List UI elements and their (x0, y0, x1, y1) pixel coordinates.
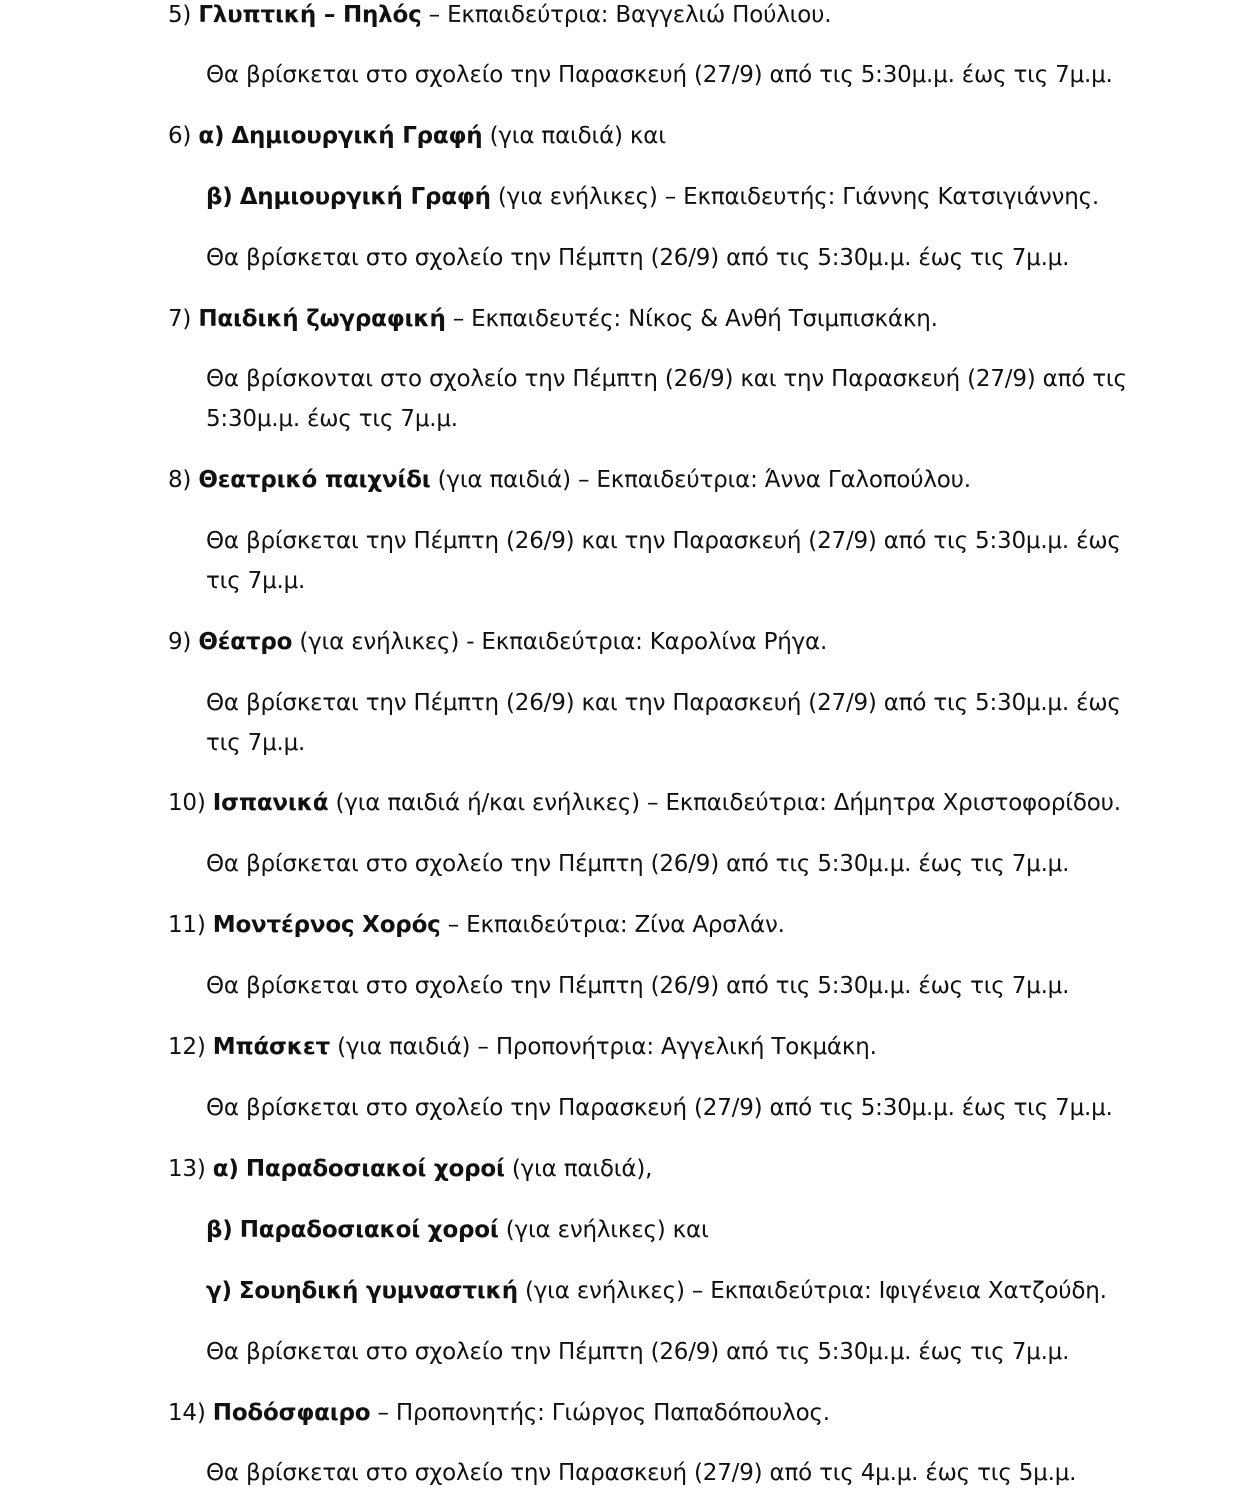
activity-title: Γλυπτική – Πηλός (198, 2, 422, 28)
item-8-schedule-line-2: τις 7μ.μ. (206, 568, 306, 594)
activity-title: Θέατρο (198, 629, 293, 655)
item-6-heading-a (168, 121, 666, 151)
activity-title: Δημιουργική Γραφή (239, 184, 491, 210)
activity-details: – Εκπαιδευτές: Νίκος & Ανθή Τσιμπισκάκη. (445, 306, 938, 332)
item-5-schedule: Θα βρίσκεται στο σχολείο την Παρασκευή (27/9) από τις 5:30μ.μ. έως τις 7μ.μ. (206, 62, 1113, 88)
activity-details: (για ενήλικες) – Εκπαιδευτής: Γιάννης Κατσιγιάννης. (490, 184, 1099, 210)
activity-title: Δημιουργική Γραφή (231, 123, 483, 149)
activity-title: Ποδόσφαιρο (212, 1400, 371, 1426)
item-14-heading (168, 1398, 830, 1428)
item-12-schedule: Θα βρίσκεται στο σχολείο την Παρασκευή (27/9) από τις 5:30μ.μ. έως τις 7μ.μ. (206, 1095, 1113, 1121)
activity-details: – Προπονητής: Γιώργος Παπαδόπουλος. (370, 1400, 830, 1426)
activity-details: – Εκπαιδεύτρια: Βαγγελιώ Πούλιου. (421, 2, 832, 28)
item-10-heading (168, 788, 1121, 818)
item-12-heading (168, 1032, 877, 1062)
item-9-heading (168, 627, 827, 657)
item-number: 6) (168, 123, 192, 149)
activity-details: (για ενήλικες) - Εκπαιδεύτρια: Καρολίνα Ρήγα. (292, 629, 828, 655)
activity-title: Ισπανικά (212, 790, 329, 816)
activity-title: Θεατρικό παιχνίδι (198, 467, 431, 493)
activity-title: Παραδοσιακοί χοροί (239, 1217, 499, 1243)
item-9-schedule-line-1: Θα βρίσκεται την Πέμπτη (26/9) και την Παρασκευή (27/9) από τις 5:30μ.μ. έως (206, 690, 1121, 716)
sub-label: γ) (206, 1278, 232, 1304)
activity-title: Μπάσκετ (212, 1034, 330, 1060)
activity-details: (για παιδιά), (504, 1156, 653, 1182)
item-5-heading (168, 0, 831, 30)
item-7-schedule-line-1: Θα βρίσκονται στο σχολείο την Πέμπτη (26/9) και την Παρασκευή (27/9) από τις (206, 366, 1127, 392)
activity-title: Παραδοσιακοί χοροί (245, 1156, 505, 1182)
sub-label: α) (198, 123, 225, 149)
activity-details: (για παιδιά) – Εκπαιδεύτρια: Άννα Γαλοπούλου. (430, 467, 971, 493)
sub-label: α) (212, 1156, 239, 1182)
activity-details: (για ενήλικες) και (498, 1217, 709, 1243)
activity-details: (για παιδιά ή/και ενήλικες) – Εκπαιδεύτρια: Δήμητρα Χριστοφορίδου. (328, 790, 1121, 816)
item-11-schedule: Θα βρίσκεται στο σχολείο την Πέμπτη (26/9) από τις 5:30μ.μ. έως τις 7μ.μ. (206, 973, 1070, 999)
item-8-schedule-line-1: Θα βρίσκεται την Πέμπτη (26/9) και την Παρασκευή (27/9) από τις 5:30μ.μ. έως (206, 528, 1121, 554)
item-7-heading (168, 304, 938, 334)
item-number: 9) (168, 629, 192, 655)
item-13-heading-a (168, 1154, 652, 1184)
item-number: 8) (168, 467, 192, 493)
activity-details: (για παιδιά) και (482, 123, 666, 149)
activity-details: – Εκπαιδεύτρια: Ζίνα Αρσλάν. (440, 912, 785, 938)
activity-title: Παιδική ζωγραφική (198, 306, 446, 332)
item-number: 12) (168, 1034, 206, 1060)
item-8-heading (168, 465, 971, 495)
item-7-schedule-line-2: 5:30μ.μ. έως τις 7μ.μ. (206, 406, 458, 432)
activity-title: Σουηδική γυμναστική (238, 1278, 518, 1304)
activity-details: (για παιδιά) – Προπονήτρια: Αγγελική Τοκμάκη. (329, 1034, 877, 1060)
item-6-heading-b (206, 182, 1099, 212)
item-13-heading-b (206, 1215, 709, 1245)
sub-label: β) (206, 1217, 233, 1243)
item-14-schedule: Θα βρίσκεται στο σχολείο την Παρασκευή (27/9) από τις 4μ.μ. έως τις 5μ.μ. (206, 1460, 1077, 1486)
item-11-heading (168, 910, 785, 940)
item-number: 7) (168, 306, 192, 332)
item-number: 13) (168, 1156, 206, 1182)
sub-label: β) (206, 184, 233, 210)
item-6-schedule: Θα βρίσκεται στο σχολείο την Πέμπτη (26/9) από τις 5:30μ.μ. έως τις 7μ.μ. (206, 245, 1070, 271)
item-13-heading-c (206, 1276, 1107, 1306)
activity-title: Μοντέρνος Χορός (212, 912, 441, 938)
item-number: 10) (168, 790, 206, 816)
item-10-schedule: Θα βρίσκεται στο σχολείο την Πέμπτη (26/9) από τις 5:30μ.μ. έως τις 7μ.μ. (206, 851, 1070, 877)
item-number: 14) (168, 1400, 206, 1426)
item-9-schedule-line-2: τις 7μ.μ. (206, 730, 306, 756)
activity-details: (για ενήλικες) – Εκπαιδεύτρια: Ιφιγένεια Χατζούδη. (517, 1278, 1107, 1304)
item-number: 5) (168, 2, 192, 28)
item-13-schedule: Θα βρίσκεται στο σχολείο την Πέμπτη (26/9) από τις 5:30μ.μ. έως τις 7μ.μ. (206, 1339, 1070, 1365)
item-number: 11) (168, 912, 206, 938)
